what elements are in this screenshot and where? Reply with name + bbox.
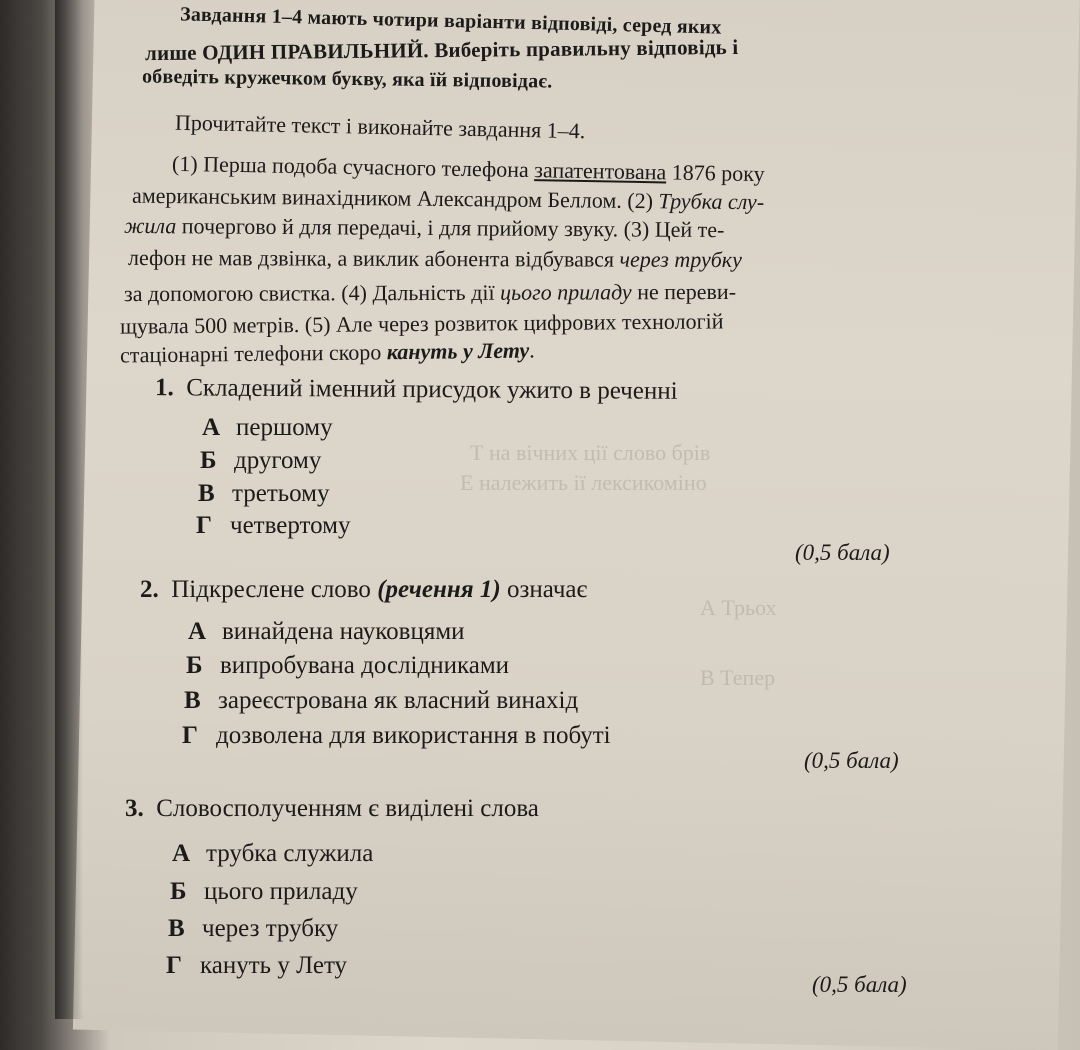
question-2-option-d[interactable] [182,722,611,750]
question-1-title [155,374,678,406]
text-span: . [528,337,535,363]
text-span: почергово й для передачі, і для прийому звуку. (3) Цей те- [176,213,725,243]
option-text: винайдена науковцями [222,618,465,645]
text-line-1 [172,151,765,187]
question-text: Словосполученням є виділені слова [156,795,539,822]
italic-phrase: жила [123,212,177,239]
option-text: цього приладу [204,878,358,905]
option-text: через трубку [202,915,339,942]
option-letter: А [188,618,207,645]
question-2-option-c[interactable] [184,687,578,715]
italic-phrase: через трубку [619,246,742,273]
text-line-2 [132,183,764,216]
option-text: другому [234,447,322,474]
question-3-option-c[interactable] [168,915,338,943]
bleed-through-text: В Тепер [700,665,776,690]
question-3-option-a[interactable] [172,840,373,868]
text-span: не переви- [631,278,737,305]
read-prompt: Прочитайте текст і виконайте завдання 1–4. [174,109,586,144]
question-number: 1. [154,374,174,402]
italic-phrase: Трубка слу- [658,188,765,215]
text-line-5 [124,279,736,307]
question-3-title [125,795,539,823]
question-text-italic: (речення 1) [377,576,501,603]
option-letter: Б [200,447,217,474]
text-line-4 [128,245,742,273]
text-line-7 [120,337,535,368]
instructions-line-2: лише ОДИН ПРАВИЛЬНИЙ. Виберіть правильну відповідь і [144,34,739,66]
option-text: зареєстрована як власний винахід [218,687,579,714]
question-text: означає [500,576,588,603]
option-letter: Г [182,722,198,749]
bleed-through-text: Е належить ії лексикоміно [460,470,707,495]
question-2-option-b[interactable] [186,652,509,680]
option-letter: В [198,480,215,507]
question-number: 3. [125,795,144,822]
option-text: третьому [232,480,330,507]
underlined-word: запатентована [534,157,667,185]
option-letter: Б [170,878,187,905]
question-1-points: (0,5 бала) [795,540,890,565]
italic-phrase: кануть у Лету [386,337,530,365]
text-line-6: щувала 500 метрів. (5) Але через розвиток цифрових технологій [119,308,724,339]
question-2-option-a[interactable] [188,618,465,646]
question-3-option-d[interactable] [166,952,347,980]
option-letter: Г [196,512,212,539]
option-text: четвертому [230,512,351,539]
option-letter: Г [166,952,182,979]
question-1-option-a[interactable] [202,414,333,442]
option-text: трубка служила [206,840,374,867]
bleed-through-text: Т на вічних ції слово брів [470,440,711,465]
text-span: (1) Перша подоба сучасного телефона [171,150,535,183]
question-1-option-d[interactable] [196,512,350,540]
option-letter: В [184,687,201,714]
italic-phrase: цього приладу [500,279,632,305]
text-span: за допомогою свистка. (4) Дальність дії [123,279,501,307]
question-3-points: (0,5 бала) [812,972,907,997]
question-text: Складений іменний присудок ужито в реченні [186,374,678,405]
option-letter: А [172,840,191,867]
question-2-points: (0,5 бала) [804,748,899,773]
question-2-title [140,576,587,604]
option-letter: А [202,414,221,441]
instructions-line-1: Завдання 1–4 мають чотири варіанти відповіді, серед яких [179,3,722,39]
text-span: 1876 року [666,159,765,187]
text-span: американським винахідником Александром Беллом. (2) [131,182,659,214]
option-letter: Б [186,652,203,679]
bleed-through-text: А Трьох [700,595,777,620]
question-text: Підкреслене слово [171,576,378,603]
question-3-option-b[interactable] [170,878,358,906]
instructions-line-3: обведіть кружечком букву, яка їй відповідає. [141,65,553,93]
text-span: лефон не мав дзвінка, а виклик абонента відбувався [127,244,620,272]
option-text: першому [236,414,333,441]
question-number: 2. [140,576,159,603]
text-span: стаціонарні телефони скоро [119,339,387,368]
question-1-option-b[interactable] [200,447,321,475]
option-text: випробувана дослідниками [220,652,510,679]
option-text: кануть у Лету [200,952,348,979]
text-line-3 [124,213,725,243]
option-letter: В [168,915,185,942]
option-text: дозволена для використання в побуті [216,722,611,749]
question-1-option-c[interactable] [198,480,330,508]
